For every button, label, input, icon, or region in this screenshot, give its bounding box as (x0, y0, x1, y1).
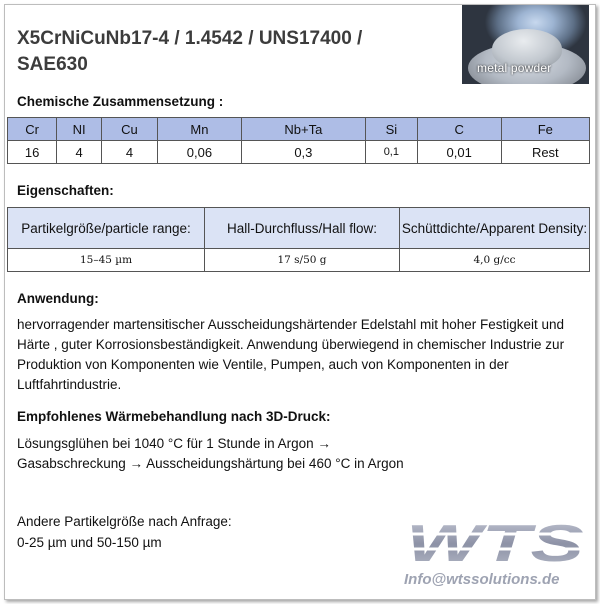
heat-treatment-heading: Empfohlenes Wärmebehandlung nach 3D-Druck: (17, 409, 331, 424)
metal-powder-photo (462, 5, 589, 84)
chem-value-cell: 0,3 (241, 141, 365, 164)
application-heading: Anwendung: (17, 291, 99, 306)
chem-header-cell: C (417, 118, 501, 141)
props-header-cell: Hall-Durchfluss/Hall flow: (205, 208, 400, 249)
chem-table (7, 117, 590, 164)
wts-logo (404, 519, 588, 566)
email-link[interactable]: Info@wtssolutions.de (404, 571, 560, 588)
chem-value-cell: Rest (501, 141, 589, 164)
chem-header-cell: Cr (8, 118, 57, 141)
heat-treatment-text: Lösungsglühen bei 1040 °C für 1 Stunde in Argon → Gasabschreckung → Ausscheidungshärtung bei 460 °C in Argon (17, 436, 404, 471)
chem-value-cell: 0,1 (365, 141, 417, 164)
props-table (7, 207, 590, 272)
props-value-cell: 17 s/50 g (205, 249, 400, 272)
page-title: X5CrNiCuNb17-4 / 1.4542 / UNS17400 / SAE630 (17, 28, 363, 75)
props-value-cell: 4,0 g/cc (400, 249, 590, 272)
photo-caption: metal powder (477, 61, 552, 75)
chem-value-row (8, 141, 590, 164)
other-sizes-line2: 0-25 µm und 50-150 µm (17, 535, 162, 550)
chem-value-cell: 16 (8, 141, 57, 164)
props-heading: Eigenschaften: (17, 183, 114, 198)
chem-header-cell: Mn (158, 118, 242, 141)
props-header-row (8, 208, 590, 249)
chem-heading: Chemische Zusammensetzung : (17, 94, 224, 109)
chem-header-cell: Fe (501, 118, 589, 141)
chem-value-cell: 0,06 (158, 141, 242, 164)
props-header-cell: Schüttdichte/Apparent Density: (400, 208, 590, 249)
chem-header-cell: Nb+Ta (241, 118, 365, 141)
chem-value-cell: 0,01 (417, 141, 501, 164)
application-text: hervorragender martensitischer Ausscheidungshärtender Edelstahl mit hoher Festigkeit und Härte , guter Korrosionsbeständigkeit. Anwendung überwiegend in chemischer Industrie zur Produktion von Komponenten wie Ventile, Pumpen, auch von Komponenten in der Luftfahrtindustrie. (17, 317, 565, 392)
chem-header-row (8, 118, 590, 141)
props-header-cell: Partikelgröße/particle range: (8, 208, 205, 249)
chem-value-cell: 4 (57, 141, 102, 164)
chem-header-cell: NI (57, 118, 102, 141)
props-value-cell: 15–45 µm (8, 249, 205, 272)
chem-value-cell: 4 (101, 141, 157, 164)
other-sizes-line1: Andere Partikelgröße nach Anfrage: (17, 514, 232, 529)
chem-header-cell: Si (365, 118, 417, 141)
chem-header-cell: Cu (101, 118, 157, 141)
logo-text: WTS (406, 519, 585, 566)
props-value-row (8, 249, 590, 272)
